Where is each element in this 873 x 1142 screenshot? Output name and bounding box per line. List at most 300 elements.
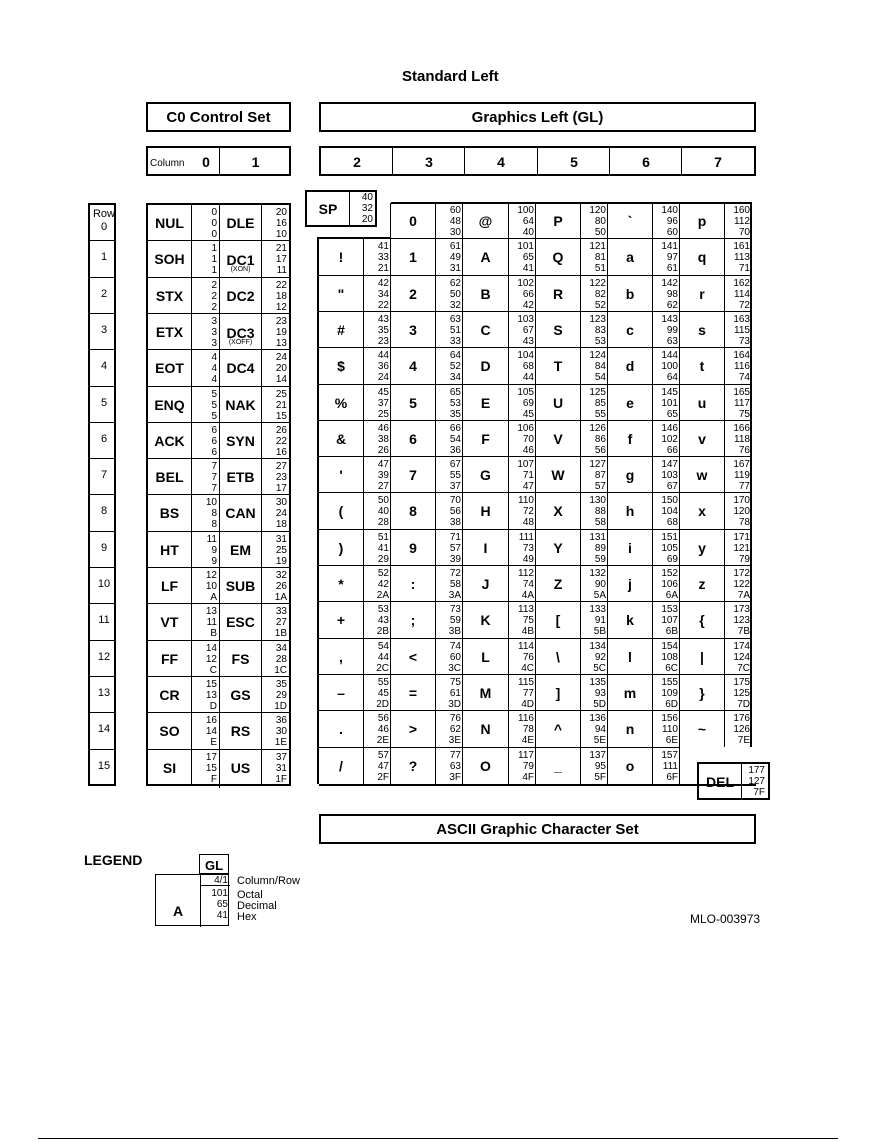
decimal-value: 82 <box>594 289 606 300</box>
char-symbol: CR <box>159 687 180 703</box>
decimal-value: 8 <box>211 508 217 519</box>
row-divider <box>391 674 463 675</box>
decimal-value: 24 <box>275 508 287 519</box>
decimal-value: 51 <box>449 325 461 336</box>
octal-value: 54 <box>377 641 389 652</box>
char-symbol: / <box>339 758 343 774</box>
hex-value: 35 <box>449 409 461 420</box>
hex-value: 49 <box>522 554 534 565</box>
cell-divider <box>435 203 436 239</box>
hex-value: 2C <box>376 663 389 674</box>
hex-value: 4C <box>521 663 534 674</box>
char-symbol: ) <box>338 540 344 556</box>
decimal-value: 123 <box>733 615 750 626</box>
decimal-value: 66 <box>522 289 534 300</box>
decimal-value: 16 <box>275 218 287 229</box>
octal-value: 133 <box>589 604 606 615</box>
cell-divider <box>724 711 725 747</box>
octal-value: 60 <box>449 205 461 216</box>
char-symbol: ; <box>410 612 416 628</box>
decimal-value: 1 <box>211 254 217 265</box>
grid-border <box>750 202 752 747</box>
decimal-value: 109 <box>661 688 678 699</box>
char-symbol: 3 <box>409 322 417 338</box>
decimal-value: 48 <box>449 216 461 227</box>
octal-value: 130 <box>589 495 606 506</box>
char-symbol: ACK <box>154 433 185 449</box>
octal-value: 3 <box>211 316 217 327</box>
octal-value: 26 <box>275 425 287 436</box>
hex-value: 14 <box>275 374 287 385</box>
hex-value: 5E <box>593 735 606 746</box>
column-number-1: 1 <box>251 154 260 170</box>
cell-divider <box>261 495 262 531</box>
row-divider <box>463 674 536 675</box>
decimal-value: 96 <box>666 216 678 227</box>
hex-value: 25 <box>377 409 389 420</box>
octal-value: 172 <box>733 568 750 579</box>
hex-value: B <box>210 628 217 639</box>
octal-value: 176 <box>733 713 750 724</box>
hex-value: D <box>209 701 217 712</box>
hex-value: 12 <box>275 302 287 313</box>
char-symbol: k <box>626 612 634 628</box>
octal-value: 100 <box>517 205 534 216</box>
cell-divider <box>724 566 725 602</box>
decimal-value: 36 <box>377 361 389 372</box>
cell-divider <box>724 493 725 529</box>
row-divider <box>680 202 752 204</box>
decimal-value: 32 <box>361 203 373 214</box>
row-divider <box>608 601 680 602</box>
hex-value: 54 <box>594 372 606 383</box>
octal-value: 72 <box>449 568 461 579</box>
row-divider <box>536 492 608 493</box>
row-divider <box>463 420 536 421</box>
row-number-11: 11 <box>98 614 110 626</box>
hex-value: 4E <box>521 735 534 746</box>
cell-divider <box>724 639 725 675</box>
cell-divider <box>508 203 509 239</box>
decimal-value: 7 <box>211 472 217 483</box>
decimal-value: 70 <box>522 434 534 445</box>
cell-divider <box>652 457 653 493</box>
cell-divider <box>652 566 653 602</box>
hex-value: 70 <box>738 227 750 238</box>
hex-value: 24 <box>377 372 389 383</box>
char-symbol: : <box>410 576 416 592</box>
char-symbol: NAK <box>225 397 256 413</box>
decimal-value: 53 <box>449 398 461 409</box>
cell-divider <box>191 241 192 277</box>
char-symbol: GS <box>230 687 251 703</box>
cell-divider <box>652 421 653 457</box>
cell-divider <box>363 421 364 457</box>
hex-value: 19 <box>275 556 287 567</box>
cell-divider <box>363 675 364 711</box>
hex-value: 2A <box>376 590 389 601</box>
row-divider <box>319 275 391 276</box>
char-symbol: y <box>698 540 706 556</box>
char-symbol: 2 <box>409 286 417 302</box>
octal-value: 125 <box>589 387 606 398</box>
char-symbol: ^ <box>553 721 563 737</box>
row-divider <box>608 529 680 530</box>
legend-decimal: 65 <box>216 899 228 910</box>
octal-value: 41 <box>377 241 389 252</box>
legend-colrow: 4/1 <box>214 875 228 886</box>
cell-divider <box>191 604 192 640</box>
cell-divider <box>580 530 581 566</box>
row-number-5: 5 <box>100 397 108 409</box>
cell-divider <box>435 530 436 566</box>
char-symbol: G <box>480 467 491 483</box>
cell-divider <box>724 675 725 711</box>
decimal-value: 75 <box>522 615 534 626</box>
decimal-value: 93 <box>594 688 606 699</box>
c0-header-box <box>146 102 291 132</box>
char-symbol: | <box>700 649 704 665</box>
cell-divider <box>724 239 725 275</box>
row-number-15: 15 <box>97 760 111 772</box>
hex-value: 58 <box>594 517 606 528</box>
hex-value: 7 <box>211 483 217 494</box>
cell-divider <box>261 387 262 423</box>
row-divider <box>680 601 752 602</box>
row-divider <box>90 531 114 532</box>
cell-divider <box>580 457 581 493</box>
decimal-value: 77 <box>522 688 534 699</box>
char-symbol: x <box>698 503 706 519</box>
cell-divider <box>508 675 509 711</box>
row-divider <box>680 311 752 312</box>
char-symbol: g <box>625 467 635 483</box>
row-divider <box>391 529 463 530</box>
char-symbol: VT <box>160 614 179 630</box>
hex-value: 20 <box>361 214 373 225</box>
octal-value: 11 <box>206 534 217 545</box>
hex-value: 47 <box>522 481 534 492</box>
cell-divider <box>191 423 192 459</box>
decimal-value: 19 <box>275 327 287 338</box>
hex-value: 64 <box>666 372 678 383</box>
octal-value: 135 <box>589 677 606 688</box>
cell-divider <box>435 239 436 275</box>
octal-value: 165 <box>733 387 750 398</box>
row-divider <box>319 456 391 457</box>
char-symbol: q <box>697 249 707 265</box>
char-alias: (XOFF) <box>228 339 253 346</box>
hex-value: 5F <box>594 772 606 783</box>
octal-value: 101 <box>517 241 534 252</box>
cell-divider <box>261 205 262 241</box>
octal-value: 10 <box>205 497 217 508</box>
row-number-13: 13 <box>97 687 111 699</box>
cell-divider <box>191 641 192 677</box>
cell-divider <box>261 677 262 713</box>
row-divider <box>536 529 608 530</box>
char-symbol: m <box>623 685 637 701</box>
decimal-value: 35 <box>377 325 389 336</box>
row-divider <box>608 238 680 239</box>
octal-value: 40 <box>361 192 373 203</box>
char-symbol: DC1 <box>226 252 255 268</box>
hex-value: 4F <box>522 772 534 783</box>
row-divider <box>319 420 391 421</box>
cell-divider <box>261 350 262 386</box>
row-label: Row <box>92 208 115 220</box>
row-divider <box>608 638 680 639</box>
figure-id: MLO-003973 <box>690 912 761 926</box>
octal-value: 21 <box>275 243 287 254</box>
legend-title: LEGEND <box>84 852 143 868</box>
octal-value: 52 <box>377 568 389 579</box>
octal-value: 70 <box>449 495 461 506</box>
hex-value: 42 <box>522 300 534 311</box>
hex-value: 69 <box>666 554 678 565</box>
decimal-value: 116 <box>734 361 750 372</box>
row-divider <box>608 384 680 385</box>
decimal-value: 61 <box>449 688 461 699</box>
decimal-value: 0 <box>211 218 217 229</box>
decimal-value: 59 <box>449 615 461 626</box>
octal-value: 170 <box>733 495 750 506</box>
legend-octal-label: Octal <box>237 889 263 901</box>
hex-value: 38 <box>449 517 461 528</box>
octal-value: 134 <box>589 641 606 652</box>
row-divider <box>680 238 752 239</box>
hex-value: 2B <box>376 626 389 637</box>
decimal-value: 85 <box>594 398 606 409</box>
octal-value: 152 <box>661 568 678 579</box>
octal-value: 27 <box>275 461 287 472</box>
decimal-value: 120 <box>733 506 750 517</box>
hex-value: 3 <box>211 338 217 349</box>
row-divider <box>391 420 463 421</box>
c0-header-label: C0 Control Set <box>166 109 271 126</box>
char-symbol: SP <box>318 201 338 217</box>
hex-value: 4B <box>521 626 534 637</box>
octal-value: 156 <box>661 713 678 724</box>
cell-divider <box>652 203 653 239</box>
octal-value: 73 <box>449 604 461 615</box>
hex-value: 36 <box>449 445 461 456</box>
decimal-value: 68 <box>522 361 534 372</box>
decimal-value: 94 <box>594 724 606 735</box>
char-symbol: h <box>625 503 635 519</box>
octal-value: 157 <box>661 750 678 761</box>
row-divider <box>463 275 536 276</box>
octal-value: 42 <box>377 278 389 289</box>
char-symbol: STX <box>155 288 184 304</box>
hex-value: 78 <box>738 517 750 528</box>
char-symbol: DC4 <box>226 360 255 376</box>
row-divider <box>536 565 608 566</box>
octal-value: 74 <box>449 641 461 652</box>
decimal-value: 47 <box>377 761 389 772</box>
decimal-value: 60 <box>449 652 461 663</box>
char-symbol: 0 <box>409 213 417 229</box>
char-symbol: SYN <box>226 433 255 449</box>
hex-value: 3A <box>448 590 461 601</box>
char-symbol: @ <box>478 213 493 229</box>
hex-value: 6B <box>665 626 678 637</box>
decimal-value: 71 <box>522 470 534 481</box>
decimal-value: 108 <box>661 652 678 663</box>
octal-value: 113 <box>518 604 534 615</box>
del-box <box>697 762 770 800</box>
hex-value: 7C <box>737 663 750 674</box>
octal-value: 141 <box>661 241 678 252</box>
row-divider <box>680 710 752 711</box>
hex-value: 11 <box>276 265 287 276</box>
ascii-header-box <box>319 814 756 844</box>
char-symbol: < <box>408 649 418 665</box>
cell-divider <box>363 348 364 384</box>
hex-value: 68 <box>666 517 678 528</box>
row-divider <box>608 347 680 348</box>
cell-divider <box>580 711 581 747</box>
decimal-value: 103 <box>661 470 678 481</box>
cell-divider <box>508 421 509 457</box>
cell-divider <box>580 348 581 384</box>
row-divider <box>608 456 680 457</box>
cell-divider <box>580 675 581 711</box>
decimal-value: 78 <box>522 724 534 735</box>
row-divider <box>463 638 536 639</box>
row-divider <box>90 422 114 423</box>
octal-value: 12 <box>205 570 217 581</box>
char-symbol: ! <box>338 249 344 265</box>
decimal-value: 13 <box>205 690 217 701</box>
cell-divider <box>580 385 581 421</box>
decimal-value: 95 <box>594 761 606 772</box>
decimal-value: 107 <box>661 615 678 626</box>
hex-value: 3D <box>448 699 461 710</box>
char-symbol: N <box>480 721 491 737</box>
decimal-value: 18 <box>275 291 287 302</box>
decimal-value: 37 <box>377 398 389 409</box>
octal-value: 147 <box>661 459 678 470</box>
cell-divider <box>363 639 364 675</box>
hex-value: 56 <box>594 445 606 456</box>
cell-divider <box>435 748 436 784</box>
cell-divider <box>580 312 581 348</box>
row-divider <box>391 456 463 457</box>
cell-divider <box>435 566 436 602</box>
octal-value: 24 <box>275 352 287 363</box>
octal-value: 56 <box>377 713 389 724</box>
hex-value: 6 <box>211 447 217 458</box>
row-divider <box>319 565 391 566</box>
hex-value: 1F <box>275 774 287 785</box>
octal-value: 131 <box>589 532 606 543</box>
hex-value: 39 <box>449 554 461 565</box>
cell-divider <box>261 314 262 350</box>
char-symbol: – <box>337 685 345 701</box>
hex-value: 9 <box>211 556 217 567</box>
decimal-value: 9 <box>211 545 217 556</box>
cell-divider <box>363 385 364 421</box>
row-divider <box>319 747 391 748</box>
row-divider <box>463 311 536 312</box>
char-symbol: DC3 <box>226 325 255 341</box>
hex-value: 13 <box>275 338 287 349</box>
row-number-3: 3 <box>100 324 108 336</box>
row-divider <box>536 710 608 711</box>
cell-divider <box>363 748 364 784</box>
decimal-value: 43 <box>377 615 389 626</box>
hex-value: 0 <box>211 229 217 240</box>
decimal-value: 38 <box>377 434 389 445</box>
decimal-value: 11 <box>206 617 217 628</box>
row-divider <box>536 747 608 748</box>
octal-value: 163 <box>733 314 750 325</box>
decimal-value: 14 <box>205 726 217 737</box>
decimal-value: 88 <box>594 506 606 517</box>
cell-divider <box>652 711 653 747</box>
cell-divider <box>508 239 509 275</box>
row-divider <box>319 710 391 711</box>
row-divider <box>608 710 680 711</box>
decimal-value: 41 <box>377 543 389 554</box>
char-symbol: } <box>699 685 705 701</box>
hex-value: 53 <box>594 336 606 347</box>
octal-value: 155 <box>661 677 678 688</box>
octal-value: 102 <box>517 278 534 289</box>
hex-value: E <box>210 737 217 748</box>
decimal-value: 55 <box>449 470 461 481</box>
char-symbol: b <box>625 286 635 302</box>
octal-value: 154 <box>661 641 678 652</box>
cell-divider <box>363 276 364 312</box>
row-divider <box>536 601 608 602</box>
octal-value: 150 <box>661 495 678 506</box>
decimal-value: 34 <box>377 289 389 300</box>
decimal-value: 42 <box>377 579 389 590</box>
cell-divider <box>508 276 509 312</box>
row-divider <box>391 238 463 239</box>
hex-value: 75 <box>738 409 750 420</box>
hex-value: 5C <box>593 663 606 674</box>
hex-value: 50 <box>594 227 606 238</box>
octal-value: 20 <box>275 207 287 218</box>
decimal-value: 25 <box>275 545 287 556</box>
octal-value: 115 <box>518 677 534 688</box>
char-symbol: d <box>625 358 635 374</box>
char-symbol: a <box>626 249 634 265</box>
legend-char: A <box>172 903 184 919</box>
char-symbol: A <box>480 249 491 265</box>
legend-set: GL <box>204 858 224 873</box>
octal-value: 112 <box>518 568 534 579</box>
decimal-value: 104 <box>661 506 678 517</box>
cell-divider <box>261 278 262 314</box>
char-symbol: F <box>481 431 490 447</box>
cell-divider <box>191 459 192 495</box>
char-symbol: J <box>481 576 490 592</box>
octal-value: 53 <box>377 604 389 615</box>
char-symbol: , <box>339 649 343 665</box>
char-symbol: \ <box>556 649 560 665</box>
cell-divider <box>191 568 192 604</box>
decimal-value: 64 <box>522 216 534 227</box>
row-number-6: 6 <box>100 433 108 445</box>
char-symbol: R <box>552 286 564 302</box>
row-divider <box>463 384 536 385</box>
decimal-value: 80 <box>594 216 606 227</box>
cell-divider <box>508 602 509 638</box>
